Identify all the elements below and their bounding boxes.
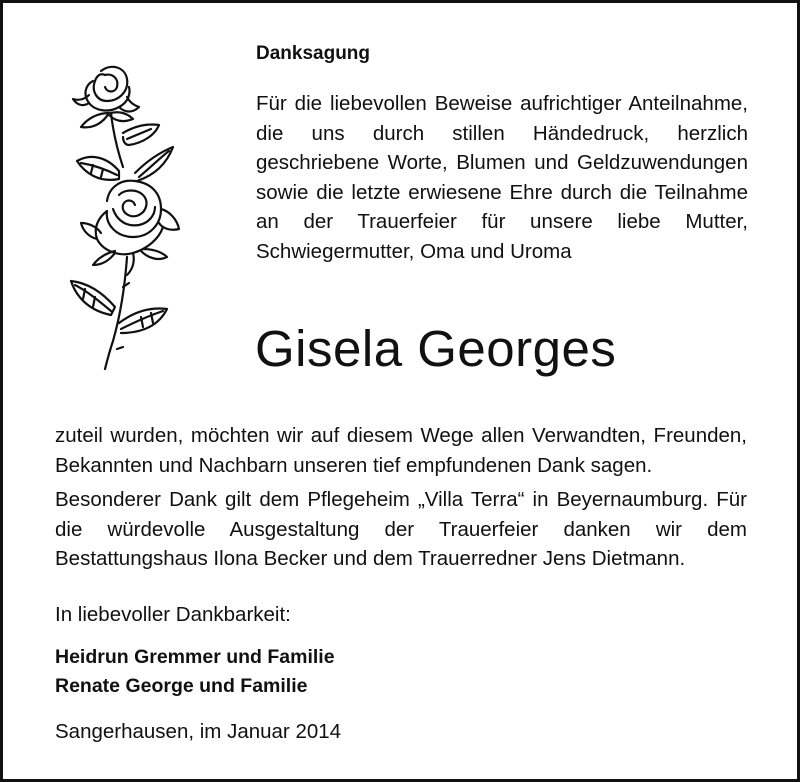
signer: Renate George und Familie	[55, 675, 308, 697]
deceased-name: Gisela Georges	[255, 320, 617, 377]
closing-line: In liebevoller Dankbarkeit:	[55, 603, 291, 626]
thanks-paragraph: zuteil wurden, möchten wir auf diesem Wege allen Verwandten, Freunden, Bekannten und Nachbarn unseren tief empfundenen Dank sagen.	[55, 424, 747, 477]
intro-paragraph: Für die liebevollen Beweise aufrichtiger Anteilnahme, die uns durch stillen Händedruck, herzlich geschriebene Worte, Blumen und Geldzuwendungen sowie die letzte erwiesene Ehre durch die Teilnahme an der Trauerfeier für unsere liebe Mutter, Schwiegermutter, Oma und Uroma	[256, 92, 748, 263]
special-thanks-paragraph: Besonderer Dank gilt dem Pflegeheim „Villa Terra“ in Beyernaumburg. Für die würdevolle Ausgestaltung der Trauerfeier danken wir dem Bestattungshaus Ilona Becker und dem Trauerredner Jens Dietmann.	[55, 488, 747, 570]
notice-heading: Danksagung	[256, 43, 371, 64]
place-date: Sangerhausen, im Januar 2014	[55, 720, 342, 743]
rose-icon	[63, 61, 193, 373]
signers-list	[55, 643, 335, 701]
signer: Heidrun Gremmer und Familie	[55, 646, 335, 668]
